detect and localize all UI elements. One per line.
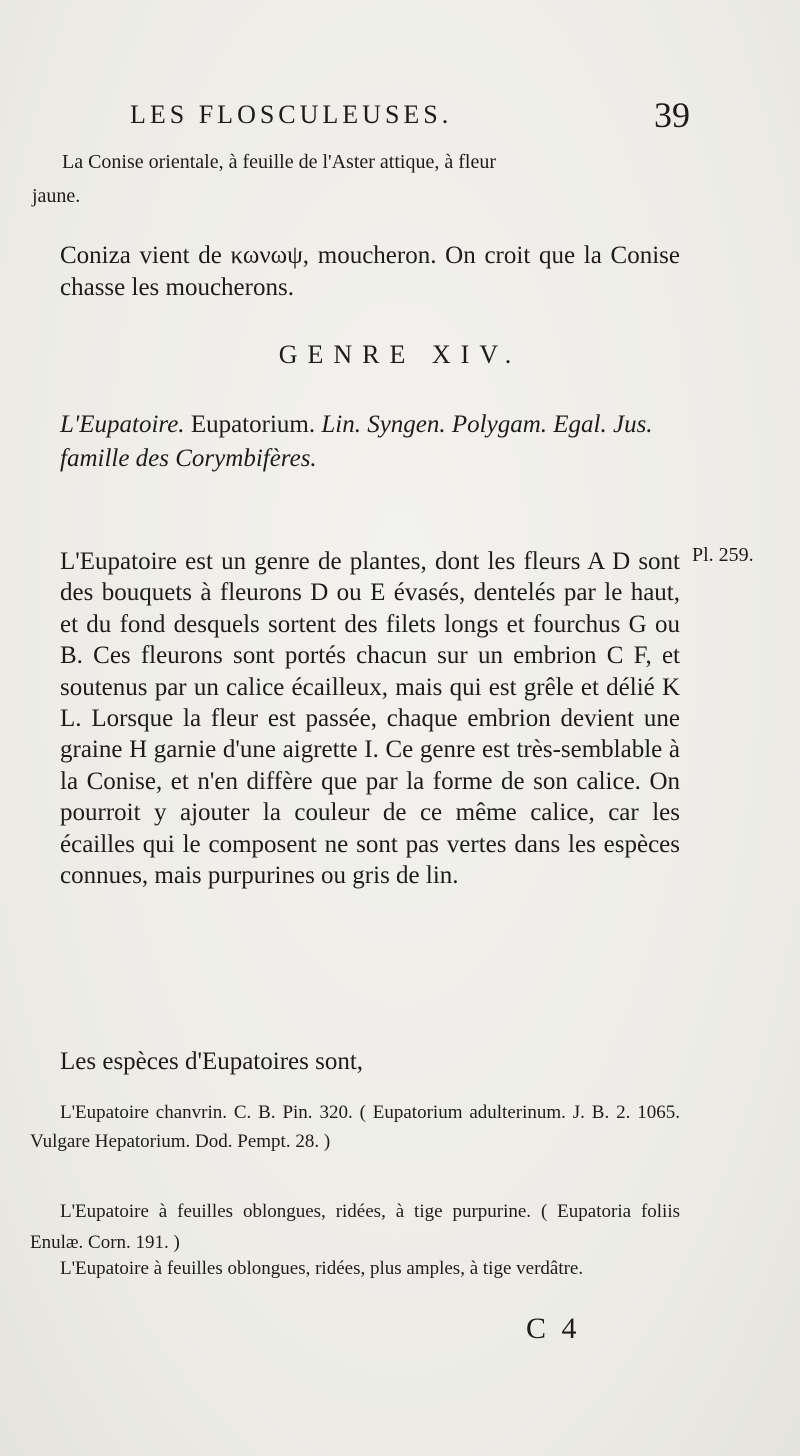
genus-title	[60, 408, 680, 476]
continued-line-1: La Conise orientale, à feuille de l'Aster attique, à fleur	[62, 151, 496, 173]
etymology-paragraph	[60, 240, 680, 304]
page-number: 39	[654, 95, 690, 135]
page-header	[130, 96, 690, 140]
genus-latin: Eupatorium.	[190, 411, 316, 438]
species-item: L'Eupatoire à feuilles oblongues, ridées, plus amples, à tige verdâtre.	[60, 1258, 584, 1279]
genre-heading: GENRE XIV.	[278, 340, 522, 369]
species-item: L'Eupatoire chanvrin. C. B. Pin. 320. ( Eupatorium adulterinum. J. B. 2. 1065. Vulgare Hepatorium. Dod. Pempt. 28. )	[30, 1102, 680, 1152]
etymology-text: Coniza vient de κωνωψ, moucheron. On croit que la Conise chasse les moucherons.	[60, 242, 680, 301]
genus-classification: Lin. Syngen. Polygam. Egal. Jus. famille des Corymbifères.	[60, 411, 653, 472]
plate-reference: Pl. 259.	[692, 544, 754, 566]
signature-mark: C 4	[526, 1312, 581, 1345]
genus-name: L'Eupatoire.	[60, 411, 185, 438]
running-title: LES FLOSCULEUSES.	[130, 100, 453, 129]
species-intro: Les espèces d'Eupatoires sont,	[60, 1048, 364, 1075]
description-paragraph: L'Eupatoire est un genre de plantes, dont les fleurs A D sont des bouquets à fleurons D ou E évasés, dentelés par le haut, et du fond desquels sortent des filets longs et fourchus G ou B. Ces fleurons sont portés chacun sur un embrion C F, et soutenus par un calice écailleux, mais qui est grêle et délié K L. Lorsque la fleur est passée, chaque embrion devient une graine H garnie d'une aigrette I. Ce genre est très-semblable à la Conise, et n'en diffère que par la forme de son calice. On pourroit y ajouter la couleur de ce même calice, car les écailles qui le composent ne sont pas vertes dans les espèces connues, mais purpurines ou gris de lin.	[60, 548, 680, 890]
continued-line-2: jaune.	[32, 185, 81, 207]
species-item: L'Eupatoire à feuilles oblongues, ridées, à tige purpurine. ( Eupatoria foliis Enulæ. Corn. 191. )	[30, 1201, 680, 1253]
